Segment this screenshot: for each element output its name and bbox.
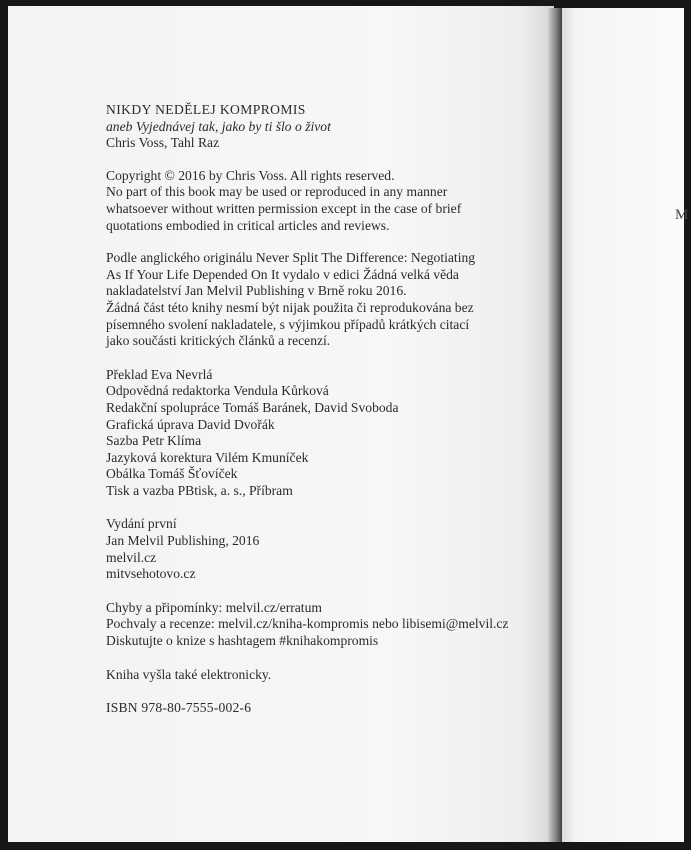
credit-line: Obálka Tomáš Šťovíček <box>106 466 238 482</box>
original-edition-block <box>106 250 536 350</box>
imprint-page <box>106 102 536 717</box>
original-line: Žádná část této knihy nesmí být nijak použita či reprodukována bez <box>106 299 474 315</box>
book-authors: Chris Voss, Tahl Raz <box>106 135 220 151</box>
copyright-line: Copyright © 2016 by Chris Voss. All rights reserved. <box>106 167 395 183</box>
right-page <box>562 8 684 842</box>
copyright-block <box>106 168 536 234</box>
book-title: NIKDY NEDĚLEJ KOMPROMIS <box>106 102 306 117</box>
credit-line: Redakční spolupráce Tomáš Baránek, David Svoboda <box>106 399 399 415</box>
edition-line: mitvsehotovo.cz <box>106 566 196 582</box>
contact-line: Diskutujte o knize s hashtagem #knihakompromis <box>106 633 379 649</box>
contact-line: Chyby a připomínky: melvil.cz/erratum <box>106 599 322 615</box>
original-line: Podle anglického originálu Never Split The Difference: Negotiating <box>106 250 476 266</box>
copyright-line: quotations embodied in critical articles and reviews. <box>106 217 390 233</box>
copyright-line: No part of this book may be used or reproduced in any manner <box>106 184 448 200</box>
credits-block <box>106 367 536 500</box>
original-line: As If Your Life Depended On It vydalo v edici Žádná velká věda <box>106 266 459 282</box>
facing-page-letter: M <box>675 207 689 223</box>
credit-line: Odpovědná redaktorka Vendula Kůrková <box>106 383 329 399</box>
original-line: nakladatelství Jan Melvil Publishing v Brně roku 2016. <box>106 283 407 299</box>
edition-line: Jan Melvil Publishing, 2016 <box>106 533 260 549</box>
contact-line: Pochvaly a recenze: melvil.cz/kniha-kompromis nebo libisemi@melvil.cz <box>106 616 509 632</box>
credit-line: Grafická úprava David Dvořák <box>106 416 275 432</box>
credit-line: Jazyková korektura Vilém Kmuníček <box>106 449 309 465</box>
credit-line: Tisk a vazba PBtisk, a. s., Příbram <box>106 482 293 498</box>
original-line: písemného svolení nakladatele, s výjimkou případů krátkých citací <box>106 316 470 332</box>
book-subtitle: aneb Vyjednávej tak, jako by ti šlo o život <box>106 118 331 134</box>
edition-line: Vydání první <box>106 516 177 532</box>
isbn: ISBN 978-80-7555-002-6 <box>106 700 252 716</box>
contact-block <box>106 600 536 650</box>
edition-block <box>106 516 536 582</box>
original-line: jako součásti kritických článků a recenzí. <box>106 333 331 349</box>
credit-line: Sazba Petr Klíma <box>106 433 202 449</box>
copyright-line: whatsoever without written permission except in the case of brief <box>106 200 462 216</box>
credit-line: Překlad Eva Nevrlá <box>106 366 213 382</box>
ebook-note: Kniha vyšla také elektronicky. <box>106 666 272 682</box>
edition-line: melvil.cz <box>106 549 157 565</box>
